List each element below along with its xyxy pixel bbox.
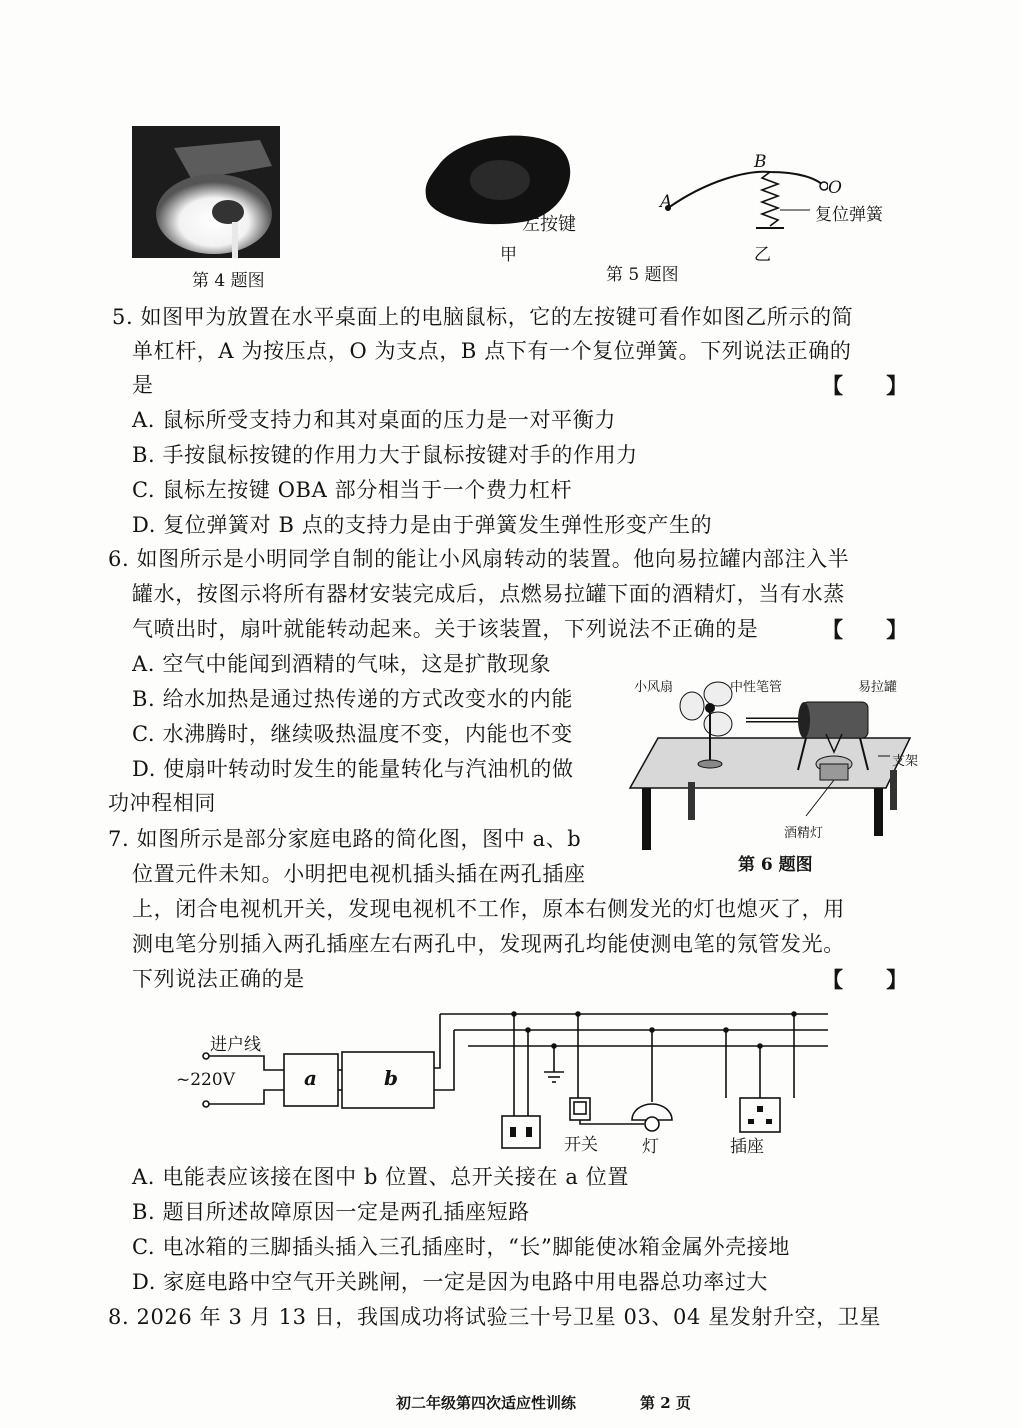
fig6-label-lamp: 酒精灯 — [784, 826, 824, 841]
q5-option-c: C. 鼠标左按键 OBA 部分相当于一个费力杠杆 — [132, 478, 573, 502]
q7-option-c: C. 电冰箱的三脚插头插入三孔插座时，“长”脚能使冰箱金属外壳接地 — [132, 1235, 790, 1259]
q6-line-3: 气喷出时，扇叶就能转动起来。关于该装置，下列说法不正确的是 — [132, 617, 759, 641]
fig4-caption: 第 4 题图 — [192, 271, 265, 291]
q7-line-3: 上，闭合电视机开关，发现电视机不工作，原本右侧发光的灯也熄灭了，用 — [132, 897, 845, 921]
footer-page-number: 第 2 页 — [640, 1394, 691, 1412]
fig5-lever-diagram — [658, 150, 828, 250]
fig7-label-a: a — [304, 1066, 317, 1090]
fig7-label-switch: 开关 — [564, 1135, 598, 1155]
fig7-label-socket: 插座 — [730, 1137, 764, 1157]
q6-option-c: C. 水沸腾时，继续吸热温度不变，内能也不变 — [132, 722, 573, 746]
q6-answer-bracket: 【 】 — [822, 617, 926, 642]
q5-line-1: 5. 如图甲为放置在水平桌面上的电脑鼠标，它的左按键可看作如图乙所示的简 — [112, 305, 854, 329]
q7-line-5: 下列说法正确的是 — [132, 967, 305, 991]
q5-line-3: 是 — [132, 373, 154, 397]
q5-option-a: A. 鼠标所受支持力和其对桌面的压力是一对平衡力 — [132, 408, 616, 432]
q7-answer-bracket: 【 】 — [822, 967, 926, 992]
q6-line-1: 6. 如图所示是小明同学自制的能让小风扇转动的装置。他向易拉罐内部注入半 — [108, 547, 850, 571]
fig5-jia-label: 甲 — [500, 245, 517, 265]
q7-line-4: 测电笔分别插入两孔插座左右两孔中，发现两孔均能使测电笔的氖管发光。 — [132, 932, 845, 956]
q7-option-b: B. 题目所述故障原因一定是两孔插座短路 — [132, 1200, 530, 1224]
fig5-point-a: A — [660, 192, 673, 212]
fig5-point-o: O — [828, 178, 842, 198]
q7-option-a: A. 电能表应该接在图中 b 位置、总开关接在 a 位置 — [132, 1165, 629, 1189]
fig6-label-tube: 中性笔管 — [730, 680, 783, 695]
fig7-label-voltage: ~220V — [176, 1070, 235, 1090]
q6-option-a: A. 空气中能闻到酒精的气味，这是扩散现象 — [132, 652, 552, 676]
q5-answer-bracket: 【 】 — [822, 373, 926, 398]
fig6-label-can: 易拉罐 — [858, 680, 898, 695]
q6-option-d-continued: 功冲程相同 — [108, 791, 216, 815]
q6-line-2: 罐水，按图示将所有器材安装完成后，点燃易拉罐下面的酒精灯，当有水蒸 — [132, 582, 845, 606]
q7-option-d: D. 家庭电路中空气开关跳闸，一定是因为电路中用电器总功率过大 — [132, 1270, 769, 1294]
fig5-yi-label: 乙 — [754, 245, 771, 265]
fig7-label-b: b — [384, 1066, 398, 1090]
footer-exam-title: 初二年级第四次适应性训练 — [396, 1394, 577, 1412]
q7-line-2: 位置元件未知。小明把电视机插头插在两孔插座 — [132, 862, 586, 886]
q6-option-b: B. 给水加热是通过热传递的方式改变水的内能 — [132, 687, 573, 711]
q7-line-1: 7. 如图所示是部分家庭电路的简化图，图中 a、b — [108, 827, 582, 851]
fig6-label-fan: 小风扇 — [634, 680, 674, 695]
q5-line-2: 单杠杆，A 为按压点，O 为支点，B 点下有一个复位弹簧。下列说法正确的 — [132, 339, 852, 363]
fig5-point-b: B — [754, 152, 767, 172]
fig7-label-inlet: 进户线 — [210, 1035, 261, 1055]
q8-line-1: 8. 2026 年 3 月 13 日，我国成功将试验三十号卫星 03、04 星发射升空，卫星 — [108, 1305, 882, 1329]
fig4-photo — [132, 126, 280, 258]
fig6-apparatus-diagram — [628, 672, 920, 852]
fig7-label-lamp: 灯 — [642, 1137, 659, 1157]
fig5-left-key-label: 左按键 — [522, 214, 576, 235]
fig5-spring-label: 复位弹簧 — [815, 205, 883, 225]
fig5-caption: 第 5 题图 — [606, 265, 679, 285]
q5-option-d: D. 复位弹簧对 B 点的支持力是由于弹簧发生弹性形变产生的 — [132, 513, 713, 537]
q6-option-d: D. 使扇叶转动时发生的能量转化与汽油机的做 — [132, 757, 574, 781]
q5-option-b: B. 手按鼠标按键的作用力大于鼠标按键对手的作用力 — [132, 443, 638, 467]
fig6-caption: 第 6 题图 — [738, 855, 813, 875]
fig6-label-stand: 支架 — [892, 754, 919, 769]
